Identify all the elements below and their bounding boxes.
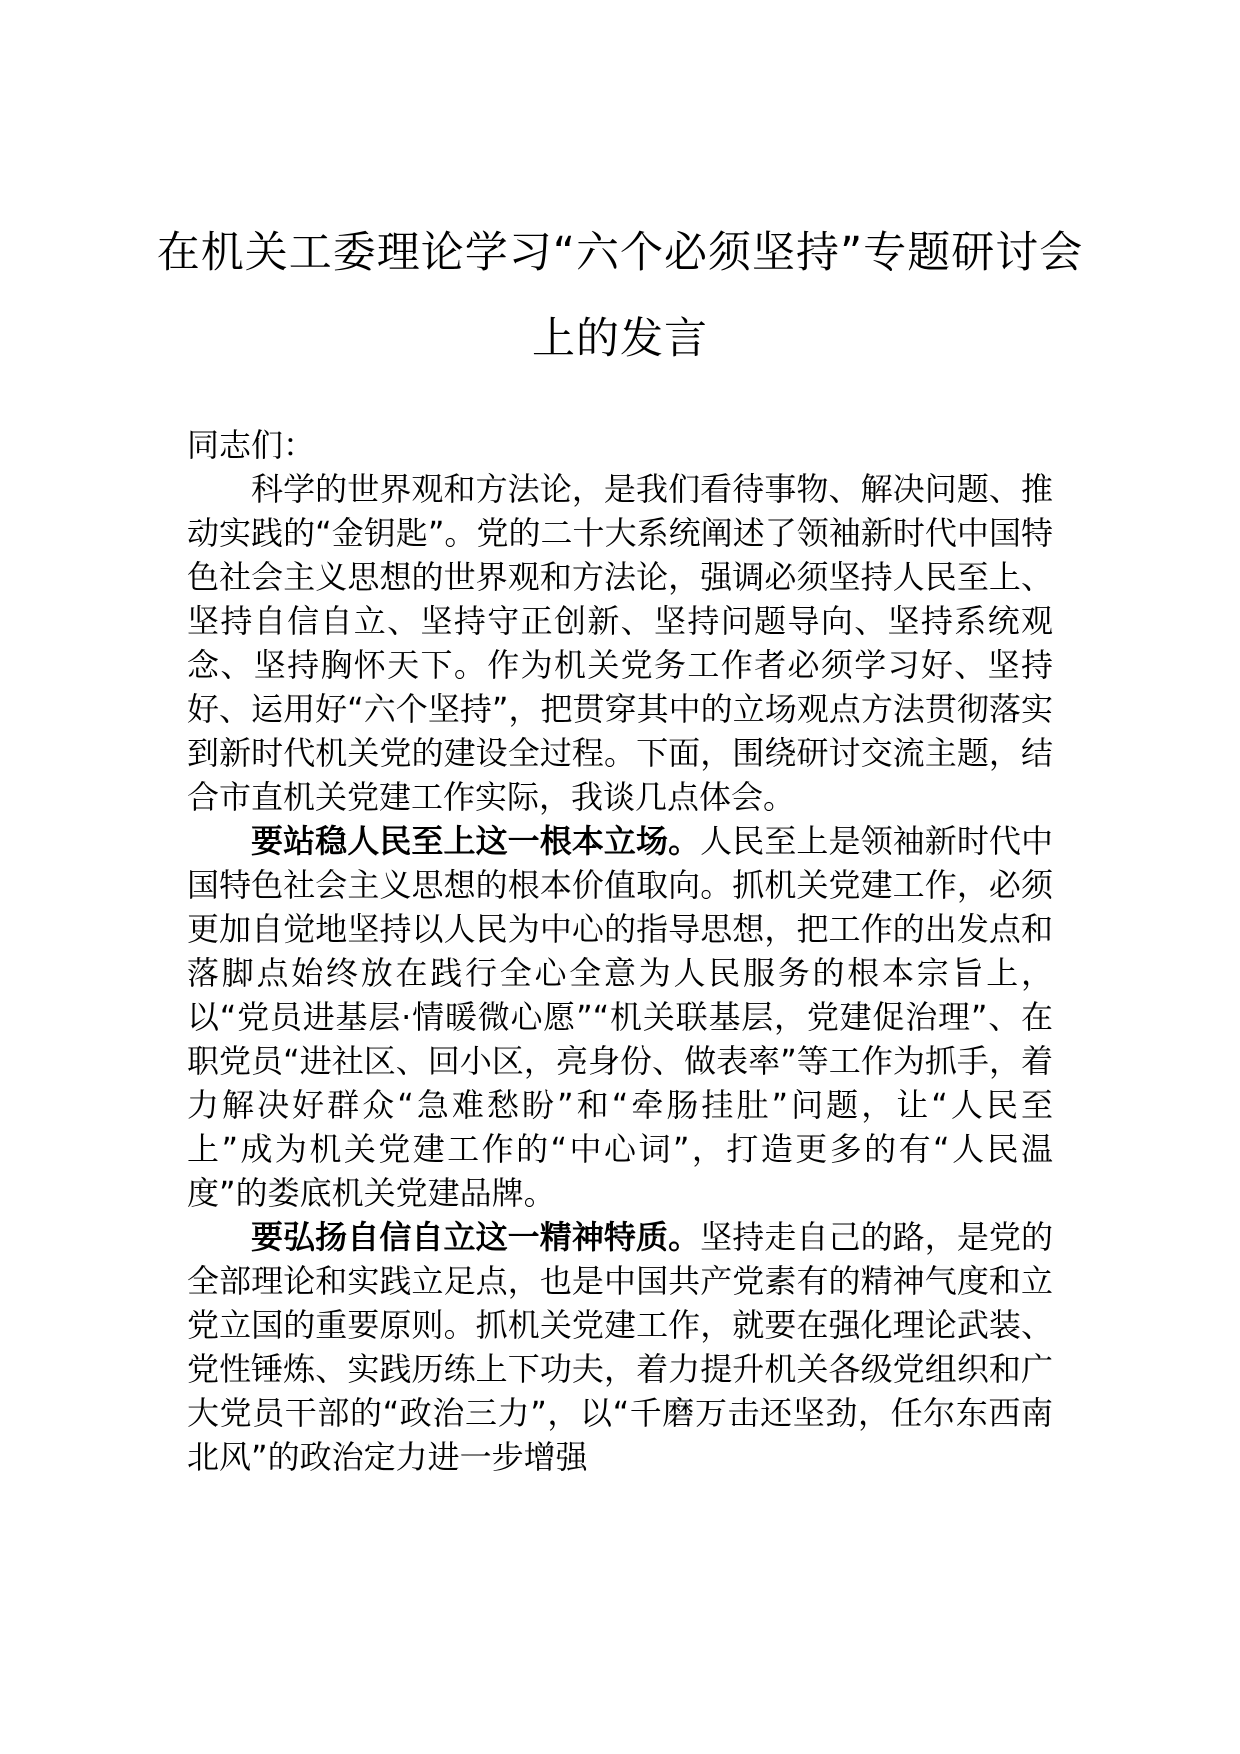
paragraph-people-first bbox=[187, 819, 1053, 1215]
document-title: 在机关工委理论学习“六个必须坚持”专题研讨会上的发言 bbox=[156, 228, 1084, 364]
paragraph-intro bbox=[187, 467, 1053, 819]
paragraph-self-reliance bbox=[187, 1215, 1053, 1479]
document-body bbox=[187, 423, 1053, 1479]
paragraph-lead: 要站稳人民至上这一根本立场。 bbox=[251, 822, 701, 860]
paragraph-lead: 要弘扬自信自立这一精神特质。 bbox=[251, 1218, 701, 1256]
salutation: 同志们： bbox=[187, 426, 316, 464]
paragraph-text: 人民至上是领袖新时代中国特色社会主义思想的根本价值取向。抓机关党建工作，必须更加自觉地坚持以人民为中心的指导思想，把工作的出发点和落脚点始终放在践行全心全意为人民服务的根本宗旨上，以“党员进基层·情暖微心愿”“机关联基层，党建促治理”、在职党员“进社区、回小区，亮身份、做表率”等工作为抓手，着力解决好群众“急难愁盼”和“牵肠挂肚”问题，让“人民至上”成为机关党建工作的“中心词”，打造更多的有“人民温度”的娄底机关党建品牌。 bbox=[187, 822, 1053, 1212]
paragraph-text: 坚持走自己的路，是党的全部理论和实践立足点，也是中国共产党素有的精神气度和立党立国的重要原则。抓机关党建工作，就要在强化理论武装、党性锤炼、实践历练上下功夫，着力提升机关各级党组织和广大党员干部的“政治三力”，以“千磨万击还坚劲，任尔东西南北风”的政治定力进一步增强 bbox=[187, 1218, 1053, 1476]
paragraph-text: 科学的世界观和方法论，是我们看待事物、解决问题、推动实践的“金钥匙”。党的二十大系统阐述了领袖新时代中国特色社会主义思想的世界观和方法论，强调必须坚持人民至上、坚持自信自立、坚持守正创新、坚持问题导向、坚持系统观念、坚持胸怀天下。作为机关党务工作者必须学习好、坚持好、运用好“六个坚持”，把贯穿其中的立场观点方法贯彻落实到新时代机关党的建设全过程。下面，围绕研讨交流主题，结合市直机关党建工作实际，我谈几点体会。 bbox=[187, 470, 1053, 816]
